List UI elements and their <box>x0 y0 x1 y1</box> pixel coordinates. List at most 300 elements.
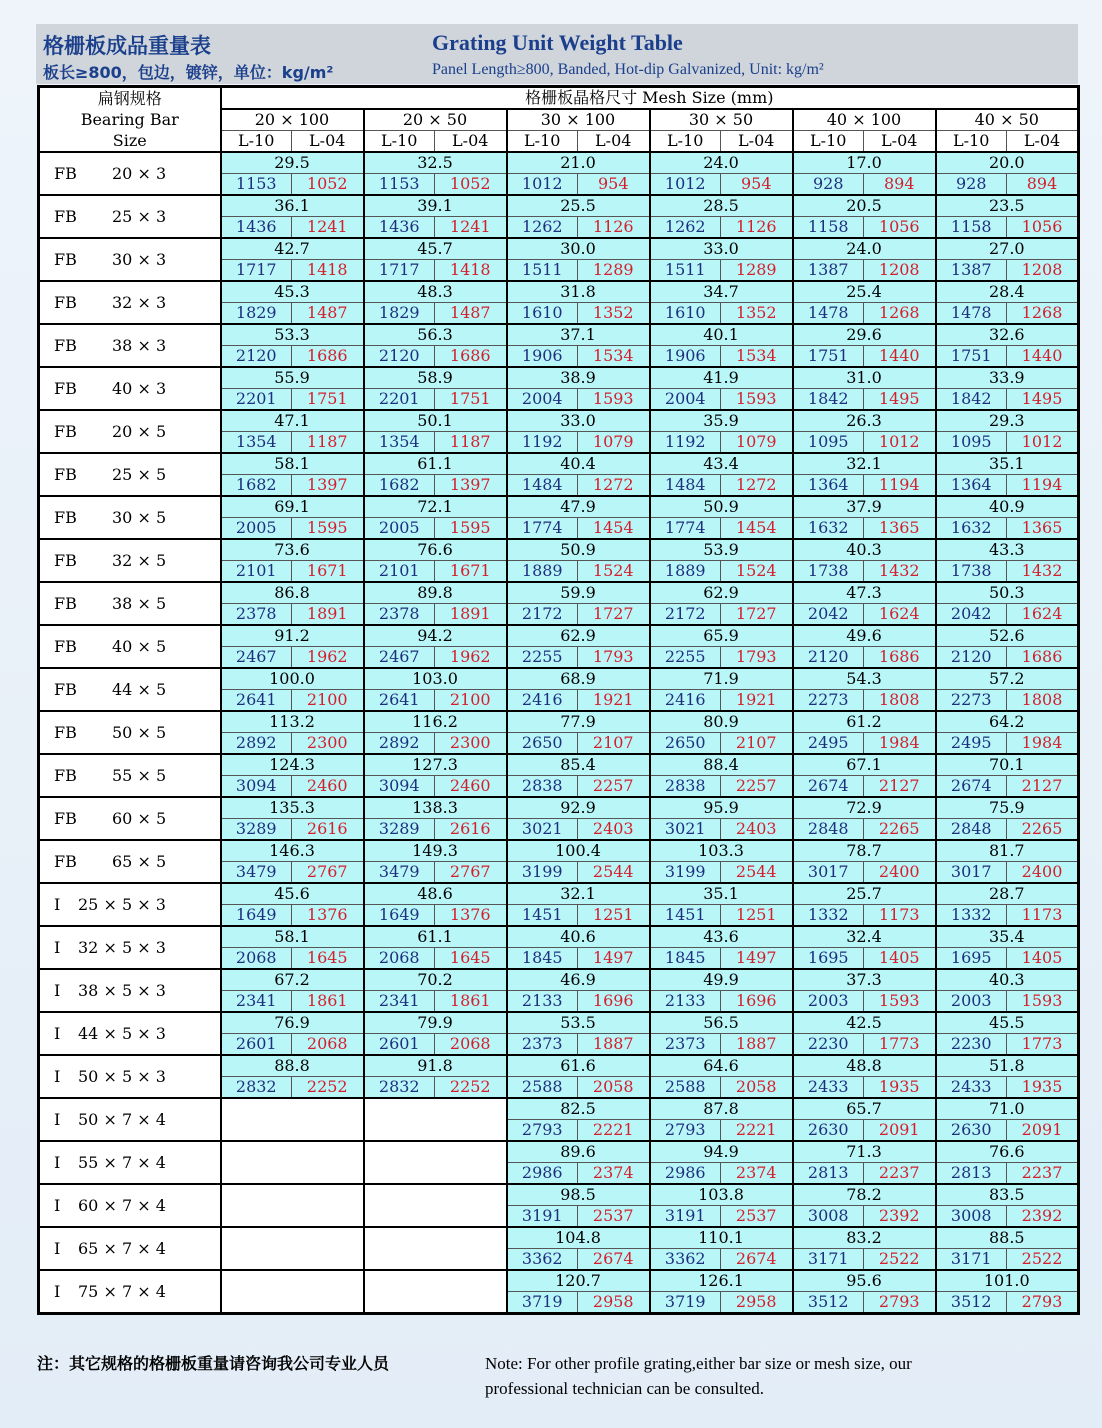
unit-weight-value: 91.8 <box>364 1055 507 1077</box>
l04-value: 2374 <box>721 1163 793 1185</box>
table-row <box>39 582 1079 604</box>
l04-value: 2237 <box>1007 1163 1079 1185</box>
unit-weight-value: 26.3 <box>793 410 936 432</box>
unit-weight-value: 40.4 <box>507 453 650 475</box>
unit-weight-value: 40.3 <box>936 969 1079 991</box>
unit-weight-value: 95.6 <box>793 1270 936 1292</box>
unit-weight-value: 127.3 <box>364 754 507 776</box>
table-row <box>39 1184 1079 1206</box>
l10-value: 1511 <box>650 260 721 282</box>
l10-value: 2042 <box>936 604 1007 626</box>
l10-value: 2273 <box>936 690 1007 712</box>
l10-value: 3479 <box>221 862 292 884</box>
l10-value: 2378 <box>221 604 292 626</box>
footer-note-cn: 注：其它规格的格栅板重量请咨询我公司专业人员 <box>37 1354 390 1373</box>
unit-weight-value: 43.3 <box>936 539 1079 561</box>
l04-value: 1432 <box>864 561 936 583</box>
unit-weight-value: 48.6 <box>364 883 507 905</box>
bar-prefix: I <box>54 1152 61 1172</box>
l04-value: 894 <box>1007 174 1079 196</box>
unit-weight-value: 47.3 <box>793 582 936 604</box>
l10-value: 2588 <box>650 1077 721 1099</box>
unit-weight-value: 49.6 <box>793 625 936 647</box>
l10-col-header: L-10 <box>507 131 578 153</box>
unit-weight-value: 71.9 <box>650 668 793 690</box>
bar-prefix: FB <box>54 550 77 570</box>
bearing-bar-size <box>39 754 221 797</box>
bar-dimensions: 25 × 5 <box>112 464 167 484</box>
l04-value: 1454 <box>578 518 650 540</box>
bar-dimensions: 60 × 5 <box>112 808 167 828</box>
bar-prefix: I <box>54 1195 61 1215</box>
l04-value: 1289 <box>721 260 793 282</box>
bar-prefix: FB <box>54 249 77 269</box>
unit-weight-value: 43.6 <box>650 926 793 948</box>
l04-value: 2460 <box>292 776 364 798</box>
l04-value: 1935 <box>864 1077 936 1099</box>
mesh-size-col-header: 20 × 50 <box>364 109 507 131</box>
l10-value: 2068 <box>364 948 435 970</box>
l10-value: 1262 <box>507 217 578 239</box>
unit-weight-value: 37.9 <box>793 496 936 518</box>
l10-value: 1478 <box>793 303 864 325</box>
l10-value: 3362 <box>507 1249 578 1271</box>
bar-prefix: I <box>54 1281 61 1301</box>
unit-weight-value: 61.1 <box>364 453 507 475</box>
l10-value: 1738 <box>936 561 1007 583</box>
bar-prefix: FB <box>54 765 77 785</box>
l04-value: 1593 <box>578 389 650 411</box>
empty-cell <box>364 1141 507 1184</box>
table-row <box>39 883 1079 905</box>
l10-value: 3362 <box>650 1249 721 1271</box>
unit-weight-value: 64.2 <box>936 711 1079 733</box>
unit-weight-value: 59.9 <box>507 582 650 604</box>
unit-weight-value: 61.6 <box>507 1055 650 1077</box>
unit-weight-value: 39.1 <box>364 195 507 217</box>
l10-value: 2042 <box>793 604 864 626</box>
l10-value: 1364 <box>793 475 864 497</box>
l04-value: 1440 <box>864 346 936 368</box>
unit-weight-value: 55.9 <box>221 367 364 389</box>
l04-value: 1696 <box>721 991 793 1013</box>
l04-value: 1173 <box>864 905 936 927</box>
unit-weight-value: 73.6 <box>221 539 364 561</box>
unit-weight-value: 40.6 <box>507 926 650 948</box>
l04-value: 1052 <box>292 174 364 196</box>
l10-value: 2133 <box>507 991 578 1013</box>
bar-size-header-en2: Size <box>112 131 147 150</box>
l10-value: 2650 <box>507 733 578 755</box>
l04-value: 2107 <box>721 733 793 755</box>
unit-weight-value: 62.9 <box>507 625 650 647</box>
l04-value: 2674 <box>721 1249 793 1271</box>
l10-value: 1751 <box>793 346 864 368</box>
bearing-bar-size <box>39 797 221 840</box>
l10-value: 1192 <box>650 432 721 454</box>
bar-size-header <box>39 87 221 153</box>
bearing-bar-size <box>39 410 221 453</box>
subtitle-cn: 板长≥800，包边，镀锌，单位：kg/m² <box>43 63 334 82</box>
table-row <box>39 410 1079 432</box>
l10-value: 1889 <box>507 561 578 583</box>
l04-value: 2403 <box>721 819 793 841</box>
unit-weight-value: 83.5 <box>936 1184 1079 1206</box>
unit-weight-value: 85.4 <box>507 754 650 776</box>
l10-value: 1332 <box>936 905 1007 927</box>
l10-value: 3021 <box>650 819 721 841</box>
l10-value: 1262 <box>650 217 721 239</box>
l04-value: 1686 <box>435 346 507 368</box>
unit-weight-value: 24.0 <box>793 238 936 260</box>
l10-value: 1845 <box>650 948 721 970</box>
bar-prefix: I <box>54 980 61 1000</box>
l04-value: 1624 <box>864 604 936 626</box>
unit-weight-value: 37.3 <box>793 969 936 991</box>
unit-weight-value: 76.6 <box>364 539 507 561</box>
unit-weight-value: 135.3 <box>221 797 364 819</box>
unit-weight-value: 92.9 <box>507 797 650 819</box>
table-row <box>39 1098 1079 1120</box>
l10-value: 1906 <box>507 346 578 368</box>
unit-weight-value: 80.9 <box>650 711 793 733</box>
unit-weight-value: 46.9 <box>507 969 650 991</box>
l04-value: 1984 <box>864 733 936 755</box>
unit-weight-value: 53.5 <box>507 1012 650 1034</box>
l10-value: 2373 <box>650 1034 721 1056</box>
unit-weight-value: 113.2 <box>221 711 364 733</box>
l04-value: 1645 <box>435 948 507 970</box>
bearing-bar-size <box>39 668 221 711</box>
unit-weight-value: 146.3 <box>221 840 364 862</box>
l10-value: 2201 <box>364 389 435 411</box>
bar-size-header-en1: Bearing Bar <box>80 110 179 129</box>
l04-value: 1595 <box>435 518 507 540</box>
l10-value: 3719 <box>650 1292 721 1314</box>
l10-value: 1012 <box>507 174 578 196</box>
unit-weight-value: 57.2 <box>936 668 1079 690</box>
l04-value: 1887 <box>578 1034 650 1056</box>
l10-value: 1829 <box>364 303 435 325</box>
unit-weight-value: 45.3 <box>221 281 364 303</box>
l04-value: 2460 <box>435 776 507 798</box>
l04-value: 2100 <box>435 690 507 712</box>
unit-weight-value: 89.8 <box>364 582 507 604</box>
empty-cell <box>364 1270 507 1314</box>
bar-prefix: I <box>54 937 61 957</box>
l04-col-header: L-04 <box>864 131 936 153</box>
unit-weight-value: 71.0 <box>936 1098 1079 1120</box>
unit-weight-value: 36.1 <box>221 195 364 217</box>
bar-dimensions: 50 × 7 × 4 <box>78 1109 166 1129</box>
bar-dimensions: 32 × 3 <box>112 292 167 312</box>
unit-weight-value: 45.7 <box>364 238 507 260</box>
l04-value: 1208 <box>1007 260 1079 282</box>
unit-weight-value: 25.4 <box>793 281 936 303</box>
l04-value: 1405 <box>1007 948 1079 970</box>
unit-weight-value: 138.3 <box>364 797 507 819</box>
bar-prefix: FB <box>54 722 77 742</box>
unit-weight-value: 38.9 <box>507 367 650 389</box>
l10-value: 2120 <box>793 647 864 669</box>
bar-dimensions: 38 × 5 × 3 <box>78 980 166 1000</box>
l04-value: 1079 <box>721 432 793 454</box>
l04-value: 954 <box>578 174 650 196</box>
unit-weight-value: 31.8 <box>507 281 650 303</box>
l04-value: 1397 <box>292 475 364 497</box>
empty-cell <box>221 1141 364 1184</box>
l10-value: 3199 <box>507 862 578 884</box>
l10-value: 1387 <box>936 260 1007 282</box>
l04-value: 1645 <box>292 948 364 970</box>
l04-value: 2221 <box>578 1120 650 1142</box>
l10-value: 1436 <box>364 217 435 239</box>
l04-value: 1921 <box>721 690 793 712</box>
l04-value: 1454 <box>721 518 793 540</box>
unit-weight-value: 70.1 <box>936 754 1079 776</box>
unit-weight-value: 91.2 <box>221 625 364 647</box>
unit-weight-value: 103.3 <box>650 840 793 862</box>
l10-value: 2120 <box>936 647 1007 669</box>
unit-weight-value: 82.5 <box>507 1098 650 1120</box>
bar-prefix: FB <box>54 679 77 699</box>
unit-weight-value: 65.7 <box>793 1098 936 1120</box>
l10-value: 2813 <box>793 1163 864 1185</box>
l10-value: 1436 <box>221 217 292 239</box>
l10-value: 2373 <box>507 1034 578 1056</box>
unit-weight-value: 69.1 <box>221 496 364 518</box>
l10-value: 3094 <box>221 776 292 798</box>
l10-value: 2467 <box>364 647 435 669</box>
bar-dimensions: 20 × 3 <box>112 163 167 183</box>
unit-weight-value: 54.3 <box>793 668 936 690</box>
l10-value: 1511 <box>507 260 578 282</box>
l10-value: 1158 <box>793 217 864 239</box>
bar-dimensions: 38 × 3 <box>112 335 167 355</box>
bearing-bar-size <box>39 1141 221 1184</box>
unit-weight-value: 67.1 <box>793 754 936 776</box>
table-row <box>39 1227 1079 1249</box>
bar-prefix: I <box>54 1238 61 1258</box>
l10-value: 2495 <box>936 733 1007 755</box>
unit-weight-value: 48.3 <box>364 281 507 303</box>
table-row <box>39 453 1079 475</box>
l04-value: 1773 <box>864 1034 936 1056</box>
l04-value: 1056 <box>864 217 936 239</box>
l04-value: 2058 <box>721 1077 793 1099</box>
unit-weight-value: 75.9 <box>936 797 1079 819</box>
bar-dimensions: 65 × 5 <box>112 851 167 871</box>
l10-value: 2848 <box>936 819 1007 841</box>
unit-weight-value: 71.3 <box>793 1141 936 1163</box>
table-row <box>39 238 1079 260</box>
l04-value: 894 <box>864 174 936 196</box>
unit-weight-value: 50.9 <box>650 496 793 518</box>
l04-value: 1241 <box>292 217 364 239</box>
bar-prefix: I <box>54 1066 61 1086</box>
unit-weight-value: 72.9 <box>793 797 936 819</box>
l10-value: 1829 <box>221 303 292 325</box>
unit-weight-value: 32.1 <box>507 883 650 905</box>
l04-value: 1524 <box>721 561 793 583</box>
l10-value: 928 <box>936 174 1007 196</box>
bar-dimensions: 75 × 7 × 4 <box>78 1281 166 1301</box>
l04-value: 1495 <box>1007 389 1079 411</box>
bearing-bar-size <box>39 969 221 1012</box>
l04-value: 2100 <box>292 690 364 712</box>
bearing-bar-size <box>39 453 221 496</box>
l04-value: 1272 <box>578 475 650 497</box>
l10-value: 3191 <box>507 1206 578 1228</box>
l10-value: 2255 <box>650 647 721 669</box>
bar-prefix: FB <box>54 808 77 828</box>
l04-value: 2221 <box>721 1120 793 1142</box>
unit-weight-value: 47.1 <box>221 410 364 432</box>
l10-value: 1387 <box>793 260 864 282</box>
l10-value: 3512 <box>793 1292 864 1314</box>
table-row <box>39 152 1079 174</box>
bearing-bar-size <box>39 281 221 324</box>
l10-value: 3171 <box>936 1249 1007 1271</box>
l04-value: 1921 <box>578 690 650 712</box>
l10-value: 1610 <box>507 303 578 325</box>
table-row <box>39 1141 1079 1163</box>
l10-value: 2433 <box>936 1077 1007 1099</box>
unit-weight-value: 35.9 <box>650 410 793 432</box>
l10-value: 2630 <box>793 1120 864 1142</box>
l10-value: 1332 <box>793 905 864 927</box>
l10-value: 2273 <box>793 690 864 712</box>
l04-value: 1751 <box>435 389 507 411</box>
l04-value: 1376 <box>292 905 364 927</box>
l04-value: 2616 <box>435 819 507 841</box>
title-cn: 格栅板成品重量表 <box>43 34 211 58</box>
unit-weight-value: 30.0 <box>507 238 650 260</box>
unit-weight-value: 35.1 <box>650 883 793 905</box>
l04-value: 1126 <box>721 217 793 239</box>
unit-weight-value: 68.9 <box>507 668 650 690</box>
l04-value: 2300 <box>435 733 507 755</box>
l04-value: 2793 <box>1007 1292 1079 1314</box>
bar-dimensions: 50 × 5 <box>112 722 167 742</box>
l10-value: 3289 <box>364 819 435 841</box>
l10-col-header: L-10 <box>364 131 435 153</box>
l10-value: 1682 <box>364 475 435 497</box>
unit-weight-value: 100.0 <box>221 668 364 690</box>
l04-value: 1487 <box>435 303 507 325</box>
unit-weight-value: 32.5 <box>364 152 507 174</box>
l04-value: 2127 <box>864 776 936 798</box>
bar-dimensions: 44 × 5 <box>112 679 167 699</box>
bar-prefix: I <box>54 894 61 914</box>
bar-prefix: FB <box>54 335 77 355</box>
bearing-bar-size <box>39 582 221 625</box>
l04-value: 1268 <box>1007 303 1079 325</box>
l10-value: 1484 <box>507 475 578 497</box>
l10-value: 2630 <box>936 1120 1007 1142</box>
unit-weight-value: 20.5 <box>793 195 936 217</box>
table-row <box>39 539 1079 561</box>
l04-value: 2257 <box>721 776 793 798</box>
l10-value: 2230 <box>936 1034 1007 1056</box>
l04-value: 1696 <box>578 991 650 1013</box>
bar-dimensions: 25 × 5 × 3 <box>78 894 166 914</box>
l04-value: 2767 <box>292 862 364 884</box>
l04-value: 1418 <box>435 260 507 282</box>
mesh-size-col-header: 30 × 100 <box>507 109 650 131</box>
unit-weight-value: 95.9 <box>650 797 793 819</box>
unit-weight-value: 100.4 <box>507 840 650 862</box>
l04-value: 1187 <box>292 432 364 454</box>
bar-dimensions: 55 × 5 <box>112 765 167 785</box>
empty-cell <box>364 1184 507 1227</box>
l10-value: 1364 <box>936 475 1007 497</box>
l04-value: 2767 <box>435 862 507 884</box>
mesh-size-col-header: 30 × 50 <box>650 109 793 131</box>
l10-value: 1095 <box>793 432 864 454</box>
l10-value: 2650 <box>650 733 721 755</box>
l10-value: 3719 <box>507 1292 578 1314</box>
unit-weight-value: 58.9 <box>364 367 507 389</box>
l04-col-header: L-04 <box>435 131 507 153</box>
l04-value: 1251 <box>578 905 650 927</box>
mesh-size-col-header: 40 × 50 <box>936 109 1079 131</box>
l04-value: 2107 <box>578 733 650 755</box>
l10-value: 1695 <box>936 948 1007 970</box>
unit-weight-value: 76.9 <box>221 1012 364 1034</box>
l10-value: 3191 <box>650 1206 721 1228</box>
l10-value: 928 <box>793 174 864 196</box>
l10-value: 2172 <box>507 604 578 626</box>
l10-value: 2255 <box>507 647 578 669</box>
mesh-size-col-header: 40 × 100 <box>793 109 936 131</box>
l04-value: 1624 <box>1007 604 1079 626</box>
unit-weight-value: 25.5 <box>507 195 650 217</box>
l10-value: 1354 <box>364 432 435 454</box>
l04-value: 2127 <box>1007 776 1079 798</box>
l04-value: 2400 <box>1007 862 1079 884</box>
bar-dimensions: 40 × 5 <box>112 636 167 656</box>
l04-value: 2958 <box>578 1292 650 1314</box>
table-row <box>39 367 1079 389</box>
unit-weight-value: 28.5 <box>650 195 793 217</box>
l10-value: 2101 <box>221 561 292 583</box>
l04-value: 2400 <box>864 862 936 884</box>
l04-value: 2392 <box>864 1206 936 1228</box>
l04-value: 1984 <box>1007 733 1079 755</box>
l04-value: 1268 <box>864 303 936 325</box>
unit-weight-value: 94.9 <box>650 1141 793 1163</box>
l10-value: 1451 <box>507 905 578 927</box>
unit-weight-value: 88.5 <box>936 1227 1079 1249</box>
l04-value: 1962 <box>435 647 507 669</box>
unit-weight-value: 53.3 <box>221 324 364 346</box>
l04-value: 1891 <box>435 604 507 626</box>
l10-value: 1845 <box>507 948 578 970</box>
table-row <box>39 797 1079 819</box>
l04-value: 1487 <box>292 303 364 325</box>
l04-value: 2793 <box>864 1292 936 1314</box>
unit-weight-value: 40.3 <box>793 539 936 561</box>
l04-value: 1432 <box>1007 561 1079 583</box>
table-row <box>39 754 1079 776</box>
subtitle-en: Panel Length≥800, Banded, Hot-dip Galvanized, Unit: kg/m² <box>432 61 824 78</box>
l10-value: 2201 <box>221 389 292 411</box>
bearing-bar-size <box>39 539 221 582</box>
bearing-bar-size <box>39 152 221 195</box>
unit-weight-value: 89.6 <box>507 1141 650 1163</box>
l10-value: 2793 <box>650 1120 721 1142</box>
